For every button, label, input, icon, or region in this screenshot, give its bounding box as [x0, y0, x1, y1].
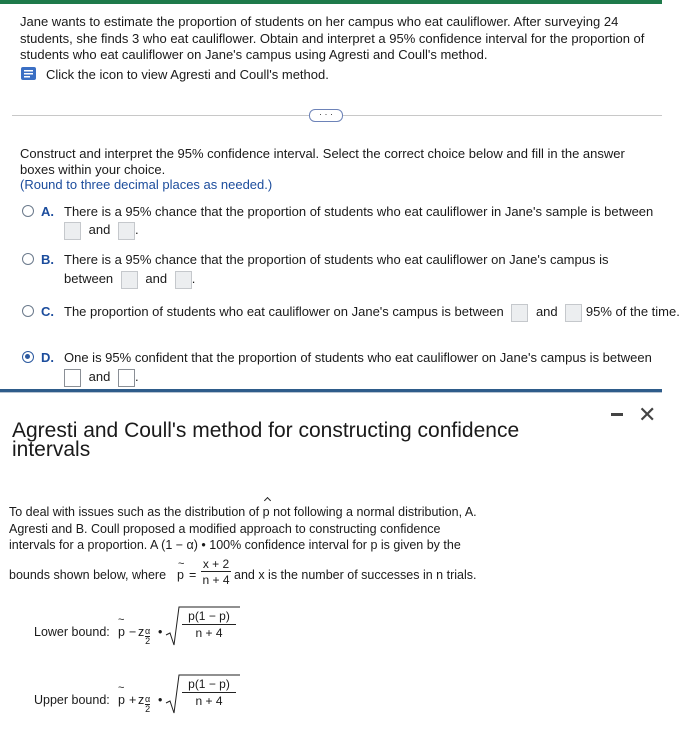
top-accent-bar [0, 0, 662, 4]
bullet: • [158, 693, 163, 707]
more-button[interactable]: · · · [309, 109, 343, 122]
choice-c-row [64, 302, 680, 322]
bounds-text-2: and x is the number of successes in n trials. [234, 568, 477, 582]
choice-d[interactable] [22, 348, 662, 392]
upper-bound-label: Upper bound: [34, 693, 110, 707]
popup-title: Agresti and Coull's method for constructing confidence intervals [12, 419, 520, 461]
bullet: • [158, 625, 163, 639]
choice-c-end: 95% of the time. [585, 304, 680, 319]
choice-a-line2 [64, 220, 139, 240]
two-symbol: 2 [145, 636, 151, 646]
choice-b[interactable] [22, 250, 662, 294]
two-symbol: 2 [145, 704, 151, 714]
equals-sign: = [189, 568, 197, 582]
fraction-denominator: n + 4 [202, 573, 230, 587]
minus-sign: − [129, 625, 137, 639]
lower-bound-formula [34, 605, 254, 655]
tilde-mark: ~ [118, 614, 125, 626]
choice-a-lower-box[interactable] [64, 222, 81, 240]
choice-b-and: and [145, 271, 168, 286]
tilde-mark: ~ [118, 682, 125, 694]
sqrt-numerator: p(1 − p) [182, 677, 236, 693]
plus-sign: + [129, 693, 137, 707]
choice-d-lower-box[interactable] [64, 369, 81, 387]
alpha-symbol: α [145, 694, 151, 704]
choice-d-upper-box[interactable] [118, 369, 135, 387]
fraction-numerator: x + 2 [202, 557, 230, 571]
choice-d-line2 [64, 367, 139, 387]
choice-c[interactable] [22, 302, 680, 324]
choice-a-upper-box[interactable] [118, 222, 135, 240]
choice-a-end: . [134, 222, 139, 237]
question-text: Jane wants to estimate the proportion of students on her campus who eat cauliflower. After surveying 24 students, she finds 3 who eat cauliflower. Obtain and interpret a 95% confidence interval for the proportion of students who eat cauliflower on Jane's campus using Agresti and Coull's method. [20, 14, 645, 62]
rounding-note: (Round to three decimal places as needed.) [20, 177, 273, 192]
choice-d-end: . [134, 369, 139, 384]
alpha-over-two [145, 695, 150, 714]
choice-b-lower-box[interactable] [121, 271, 138, 289]
choice-c-radio[interactable] [22, 305, 34, 317]
close-icon[interactable]: ✕ [638, 402, 657, 427]
tilde-mark: ~ [178, 558, 185, 570]
popup-description [9, 504, 489, 554]
choice-a[interactable] [22, 202, 662, 246]
p-hat-symbol: p [262, 505, 270, 519]
hint-row[interactable] [20, 66, 329, 82]
p-tilde-symbol: p [118, 625, 125, 639]
choice-b-text: There is a 95% chance that the proportion of students who eat cauliflower on Jane's campus is [64, 252, 609, 267]
p-tilde-fraction [201, 557, 231, 588]
upper-bound-formula [34, 673, 254, 723]
choice-c-lower-box[interactable] [511, 304, 528, 322]
choice-a-radio[interactable] [22, 205, 34, 217]
p-tilde-definition [9, 557, 489, 591]
sqrt-fraction [182, 609, 236, 641]
lower-bound-label: Lower bound: [34, 625, 110, 639]
choice-b-letter: B. [41, 252, 54, 267]
popup-body-2: not following a normal distribution, A. Agresti and B. Coull proposed a modified approach to constructing confidence intervals for a proportion. A (1 − α) • 100% confidence interval for p is given by the [9, 505, 477, 552]
sqrt-fraction [182, 677, 236, 709]
bounds-text: bounds shown below, where [9, 568, 167, 582]
choice-d-radio[interactable] [22, 351, 34, 363]
choice-c-and: and [535, 304, 558, 319]
alpha-symbol: α [145, 626, 151, 636]
choice-d-and: and [88, 369, 111, 384]
p-tilde-symbol: p [118, 693, 125, 707]
sqrt-denominator: n + 4 [195, 626, 223, 640]
choice-b-line2 [64, 269, 195, 289]
z-symbol: z [138, 693, 145, 707]
worksheet-icon[interactable] [20, 66, 38, 82]
p-tilde-symbol: p [177, 568, 184, 582]
hint-label: Click the icon to view Agresti and Coull's method. [46, 66, 329, 82]
choice-b-between: between [64, 271, 114, 286]
choice-a-and: and [88, 222, 111, 237]
choice-b-radio[interactable] [22, 253, 34, 265]
choice-d-text: One is 95% confident that the proportion of students who eat cauliflower on Jane's campus is between [64, 350, 652, 365]
choice-c-upper-box[interactable] [565, 304, 582, 322]
choice-c-text: The proportion of students who eat cauliflower on Jane's campus is between [64, 304, 504, 319]
popup-body-1: To deal with issues such as the distribution of [9, 505, 260, 519]
choice-c-letter: C. [41, 304, 54, 319]
choice-d-letter: D. [41, 350, 54, 365]
z-symbol: z [138, 625, 145, 639]
minimize-icon[interactable] [611, 413, 623, 416]
instructions-text: Construct and interpret the 95% confidence interval. Select the correct choice below and fill in the answer boxes within your choice. [20, 146, 625, 177]
choice-a-text: There is a 95% chance that the proportion of students who eat cauliflower in Jane's sample is between [64, 204, 654, 219]
choice-b-upper-box[interactable] [175, 271, 192, 289]
choice-a-letter: A. [41, 204, 54, 219]
popup-border [0, 392, 662, 393]
sqrt-denominator: n + 4 [195, 694, 223, 708]
choice-b-end: . [191, 271, 196, 286]
alpha-over-two [145, 627, 150, 646]
sqrt-numerator: p(1 − p) [182, 609, 236, 625]
